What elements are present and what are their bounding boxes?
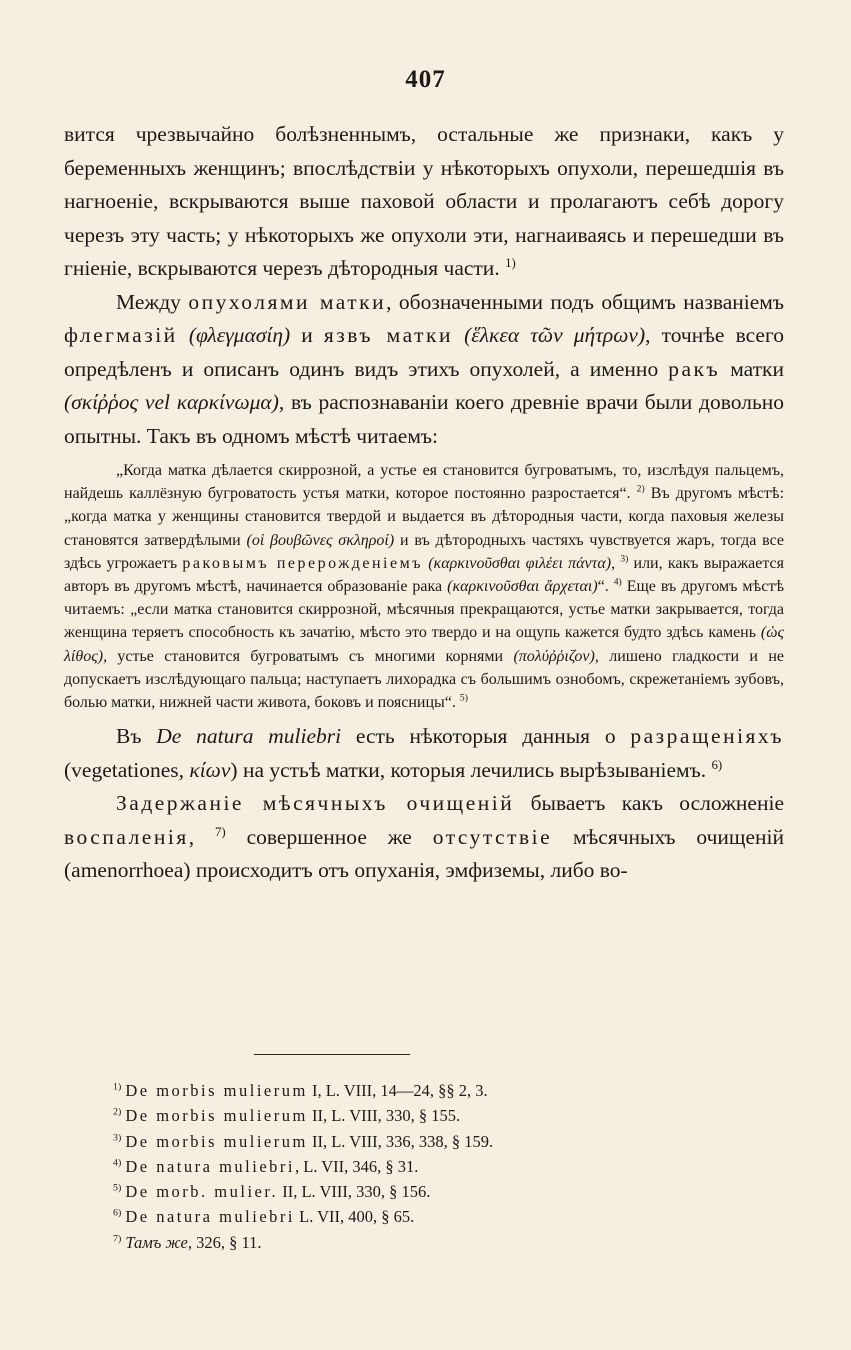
- spaced-term: отсутствіе: [432, 824, 553, 849]
- footnote-source: De morbis mulierum: [125, 1106, 308, 1126]
- paragraph-2-text: , въ распознаваніи коего древніе врачи были довольно опытны. Такъ въ одномъ мѣстѣ читаемъ:: [64, 390, 784, 448]
- paragraph-1-text: вится чрезвычайно болѣзненнымъ, остальные же признаки, какъ у беременныхъ женщинъ; впослѣдствіи у нѣкоторыхъ опухоли, перешедшія въ нагноеніе, вскрываются выше паховой области и пролагаютъ себѣ дорогу черезъ эту часть; у нѣкоторыхъ же опухоли эти, нагнаиваясь и перешедши въ гніеніе, вскрываются черезъ дѣтородныя части.: [64, 122, 784, 280]
- quote-text: ,: [611, 554, 621, 572]
- footnote-mark: 1): [113, 1081, 122, 1093]
- footnote-mark: 2): [113, 1106, 122, 1118]
- paragraph-2-text: Между: [116, 289, 189, 314]
- spaced-term: флегмазій: [64, 323, 178, 347]
- greek-term: (καρκινοῦσθαι φιλέει πάντα): [428, 554, 612, 572]
- footnote-mark: 6): [113, 1207, 122, 1219]
- greek-term: (οἱ βουβῶνες σκληροί): [246, 531, 395, 549]
- paragraph-2-text: [178, 323, 189, 347]
- footnote-mark: 7): [113, 1233, 122, 1245]
- footnote-mark: 3): [113, 1132, 122, 1144]
- greek-term: (φλεγμασίη): [188, 323, 291, 347]
- footnote-reference: II, L. VIII, 336, 338, § 159.: [307, 1131, 494, 1151]
- footnote-source: De morbis mulierum: [125, 1131, 308, 1151]
- footnote-ref-7[interactable]: 7): [214, 824, 226, 839]
- paragraph-2-text: [453, 323, 464, 347]
- footnote-ref-6[interactable]: 6): [711, 757, 723, 772]
- paragraph-2-text: , точнѣе всего опредѣленъ и описанъ одинъ видъ этихъ опухолей, а именно: [64, 323, 784, 381]
- page-number: 407: [405, 66, 446, 93]
- paragraph-3-text: Въ: [116, 724, 157, 749]
- footnote-6: [113, 1204, 733, 1229]
- greek-term: κίων: [189, 757, 231, 782]
- italic-title: De natura muliebri: [156, 724, 342, 749]
- footnote-ref-1[interactable]: 1): [505, 255, 516, 270]
- paragraph-3-text: есть нѣкоторыя данныя о: [341, 724, 631, 749]
- footnote-source: Тамъ же: [125, 1232, 188, 1252]
- paragraph-2-text: матки: [720, 356, 784, 381]
- quote-text: „Когда матка дѣлается скиррозной, а устье ея становится бугроватымъ, то, изслѣдуя пальцемъ, найдешь каллёзную бугроватость устья матки, которое постоянно разростается“.: [64, 462, 784, 503]
- footnote-source: De natura muliebri: [125, 1207, 295, 1227]
- paragraph-4-text: бываетъ какъ осложненіе: [514, 791, 784, 816]
- quote-text: “.: [597, 578, 614, 596]
- spaced-term: ракъ: [668, 356, 721, 381]
- greek-term: (πολύῤῥιζον): [513, 647, 595, 665]
- footnote-source: De natura muliebri: [125, 1156, 295, 1176]
- greek-term: (καρκινοῦσθαι ἄρχεται): [447, 578, 598, 596]
- footnote-2: [113, 1103, 733, 1128]
- footnote-ref-5[interactable]: 5): [459, 692, 468, 704]
- main-text: [64, 118, 784, 888]
- paragraph-2-text: и: [290, 323, 324, 347]
- footnote-source: De morbis mulierum: [125, 1081, 308, 1100]
- spaced-term: Задержаніе мѣсячныхъ очищеній: [116, 791, 515, 816]
- footnote-5: [113, 1179, 733, 1204]
- paragraph-2-text: , обозначенными подъ общимъ названіемъ: [386, 289, 784, 314]
- quote-text: Еще въ другомъ мѣстѣ читаемъ: „если матка становится скиррозной, мѣсячныя прекращаются, устье матки закрывается, тогда женщина теряетъ способность къ зачатію, мѣсто это твердо и на ощупь кажется будто здѣсь камень: [64, 578, 785, 642]
- quote-text: , лишено гладкости и не допускаетъ изслѣдующаго пальца; наступаетъ лихорадка съ большимъ ознобомъ, скрежетаніемъ зубовъ, болью матки, нижней части живота, боковъ и поясницы“.: [64, 647, 785, 712]
- quote-text: и въ дѣтородныхъ частяхъ чувствуется жаръ, тогда все здѣсь угрожаетъ: [64, 531, 785, 572]
- footnote-4: [113, 1154, 733, 1179]
- greek-term: (σκίῤῥος vel καρκίνωμα): [64, 390, 279, 414]
- paragraph-4-text: ,: [188, 824, 215, 849]
- footnote-mark: 5): [113, 1182, 122, 1194]
- quote-text: Въ другомъ мѣстѣ: „когда матка у женщины становится твердой и выдается въ дѣтородныя части, когда паховыя железы становятся затвердѣлыми: [64, 485, 785, 549]
- footnote-reference: , L. VII, 346, § 31.: [294, 1156, 419, 1176]
- spaced-term: раковымъ перерожденіемъ: [182, 554, 423, 572]
- footnote-divider: [254, 1054, 410, 1055]
- footnote-mark: 4): [113, 1157, 122, 1169]
- paragraph-2: [64, 286, 784, 454]
- footnote-ref-2[interactable]: 2): [636, 483, 645, 495]
- footnote-1: [113, 1078, 733, 1103]
- paragraph-3-text: (vegetationes,: [64, 757, 190, 782]
- footnote-reference: , 326, § 11.: [187, 1232, 262, 1252]
- quote-text: , устье становится бугроватымъ съ многими корнями: [103, 647, 514, 665]
- paragraph-4: [64, 787, 784, 888]
- footnote-7: [113, 1230, 733, 1255]
- quote-text: или, какъ выражается авторъ въ другомъ мѣстѣ, начинается образованіе рака: [64, 554, 785, 596]
- footnote-reference: II, L. VIII, 330, § 156.: [278, 1182, 431, 1202]
- greek-term: (ἕλκεα τῶν μήτρων): [464, 323, 646, 347]
- paragraph-3-text: ) на устьѣ матки, которыя лечились вырѣзываніемъ.: [230, 757, 712, 782]
- footnote-3: [113, 1129, 733, 1154]
- footnote-reference: II, L. VIII, 330, § 155.: [307, 1106, 461, 1126]
- paragraph-3: [64, 720, 784, 787]
- paragraph-1: [64, 118, 784, 286]
- paragraph-4-text: мѣсячныхъ очищеній (amenorrhoea) происходитъ отъ опуханія, эмфиземы, либо во-: [64, 824, 785, 883]
- spaced-term: разращеніяхъ: [630, 724, 784, 749]
- spaced-term: воспаленія: [64, 824, 189, 849]
- footnote-ref-4[interactable]: 4): [613, 576, 622, 588]
- paragraph-4-text: совершенное же: [225, 824, 433, 849]
- footnote-ref-3[interactable]: 3): [620, 553, 629, 565]
- quotation-block: [64, 459, 784, 714]
- spaced-term: опухолями матки: [188, 289, 387, 314]
- footnotes: [113, 1078, 733, 1255]
- greek-term: (ὡς λίθος): [64, 624, 784, 665]
- footnote-reference: I, L. VIII, 14—24, §§ 2, 3.: [307, 1081, 488, 1100]
- footnote-source: De morb. mulier.: [125, 1182, 279, 1202]
- footnote-reference: L. VII, 400, § 65.: [294, 1207, 415, 1227]
- spaced-term: язвъ матки: [323, 323, 453, 347]
